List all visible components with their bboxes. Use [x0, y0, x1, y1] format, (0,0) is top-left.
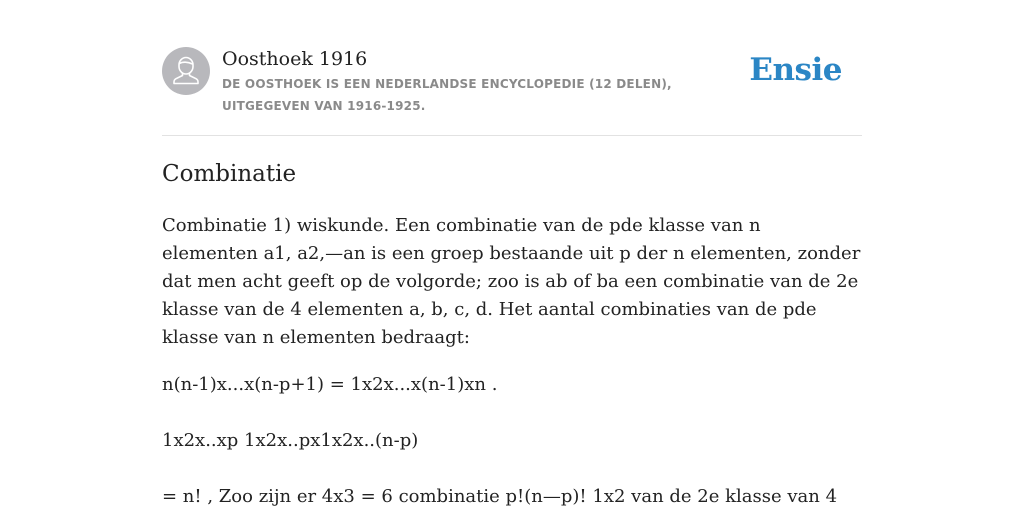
source-description: DE OOSTHOEK IS EEN NEDERLANDSE ENCYCLOPEDIE (12 DELEN), UITGEGEVEN VAN 1916-1925. — [222, 77, 672, 113]
source-title[interactable]: Oosthoek 1916 — [222, 48, 368, 70]
article-body — [162, 212, 862, 511]
article-paragraph: Combinatie 1) wiskunde. Een combinatie van de pde klasse van n elementen a1, a2,—an is een groep bestaande uit p der n elementen, zonder dat men acht geeft op de volgorde; zoo is ab of ba een combinatie van de 2e klasse van de 4 elementen a, b, c, d. Het aantal combinaties van de pde klasse van n elementen bedraagt: — [162, 215, 861, 348]
avatar[interactable] — [162, 47, 210, 95]
formula-line: = n! , Zoo zijn er 4x3 = 6 combinatie p!(n—p)! 1x2 van de 2e klasse van 4 — [162, 486, 838, 507]
brand-logo[interactable]: Ensie — [749, 52, 842, 88]
user-icon — [162, 47, 210, 95]
header-divider — [162, 135, 862, 136]
formula-line: n(n-1)x...x(n-p+1) = 1x2x...x(n-1)xn . — [162, 374, 498, 395]
article-title: Combinatie — [162, 161, 297, 187]
source-header — [162, 46, 862, 116]
formula-line: 1x2x..xp 1x2x..px1x2x..(n-p) — [162, 430, 419, 451]
